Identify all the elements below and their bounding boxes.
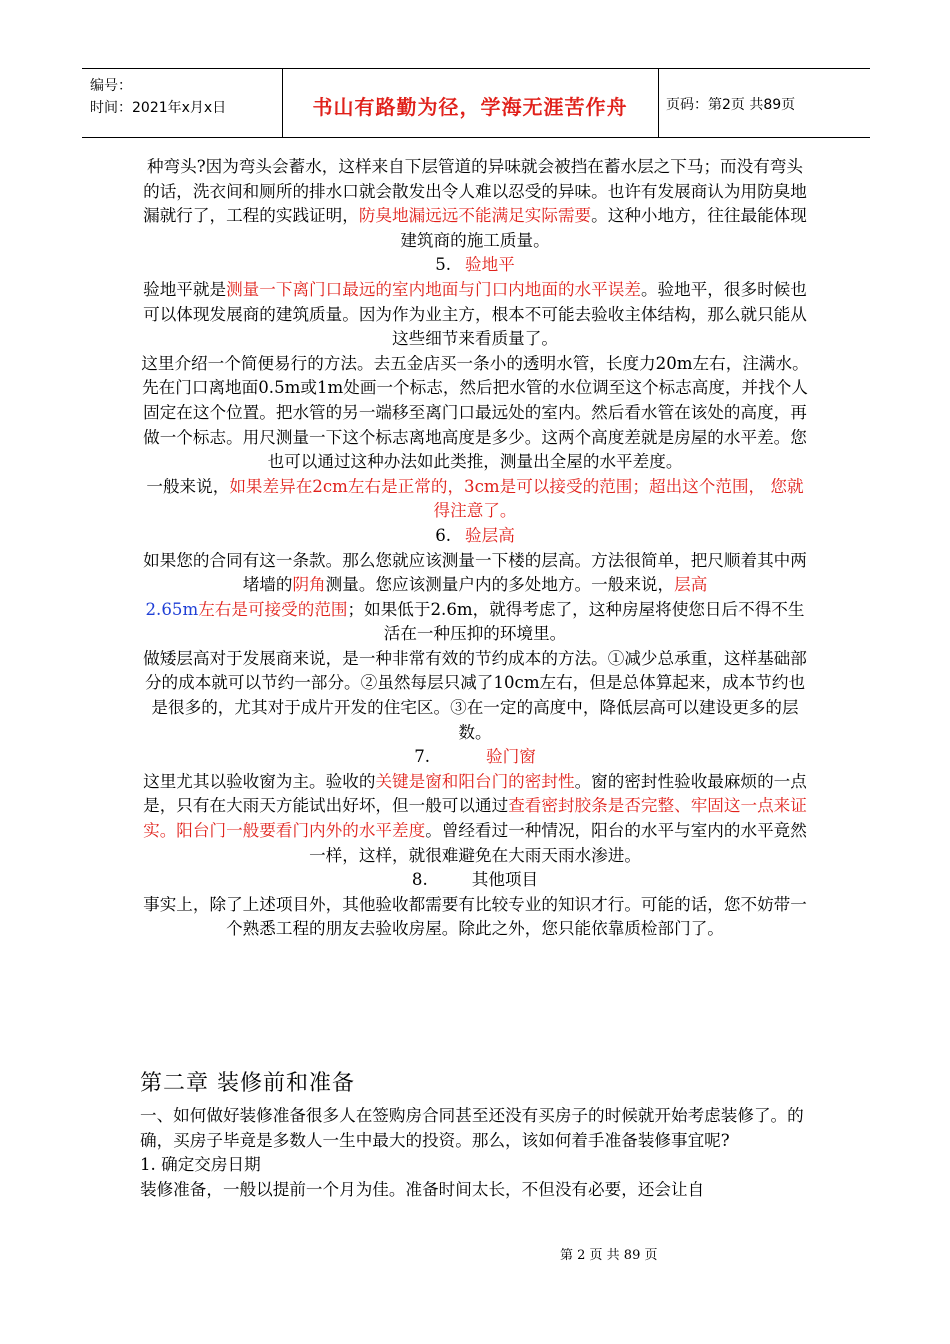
date-label: 时间：2021年x月x日 — [90, 100, 227, 116]
text-run: 。验地平，很多时候也可以体现发展商的建筑质量。因为作为业主方，根本不可能去验收主体结构，那么就只能从这些细节来看质量了。 — [143, 279, 807, 349]
page-footer: 第 2 页 共 89 页 — [560, 1248, 658, 1263]
paragraph-drain — [140, 155, 810, 253]
section-heading-6 — [140, 524, 810, 549]
document-body — [140, 155, 810, 942]
paragraph-method: 这里介绍一个简便易行的方法。去五金店买一条小的透明水管，长度力20m左右，注满水。先在门口离地面0.5m或1m处画一个标志，然后把水管的水位调至这个标志高度，并找个人固定在这个位置。把水管的另一端移至离门口最远处的室内。然后看水管在该处的高度，再做一个标志。用尺测量一下这个标志离地高度是多少。这两个高度差就是房屋的水平差。您也可以通过这种办法如此类推，测量出全屋的水平差度。 — [141, 353, 809, 472]
emphasis-run: 如果差异在2cm左右是正常的，3cm是可以接受的范围；超出这个范围， 您就得注意了。 — [229, 476, 804, 521]
section-heading-8 — [140, 868, 810, 893]
paragraph-preparation: 装修准备，一般以提前一个月为佳。准备时间太长，不但没有必要，还会让自 — [140, 1179, 705, 1199]
section-number: 7. — [414, 747, 431, 767]
emphasis-run: 层高 — [674, 575, 708, 595]
text-run: 。曾经看过一种情况，阳台的水平与室内的水平竟然一样，这样，就很难避免在大雨天雨水渗进。 — [309, 821, 807, 865]
text-run: 如果您的合同有这一条款。那么您就应该测量一下楼的层高。方法很简单，把尺顺着其中两堵墙的 — [143, 550, 807, 595]
paragraph-cost-saving: 做矮层高对于发展商来说，是一种非常有效的节约成本的方法。①减少总承重，这样基础部分的成本就可以节约一部分。②虽然每层只减了10cm左右，但是总体算起来，成本节约也是很多的，尤其对于成片开发的住宅区。③在一定的高度中，降低层高可以建设更多的层数。 — [143, 648, 807, 742]
emphasis-run: 左右是可接受的范围 — [198, 599, 348, 619]
header-divider-2 — [658, 69, 659, 137]
paragraph-other-items: 事实上，除了上述项目外，其他验收都需要有比较专业的知识才行。可能的话，您不妨带一个熟悉工程的朋友去验收房屋。除此之外，您只能依靠质检部门了。 — [143, 894, 807, 939]
text-run: 验地平就是 — [143, 279, 227, 299]
section-number: 8. — [411, 870, 428, 890]
emphasis-run: 防臭地漏远远不能满足实际需要 — [358, 206, 592, 226]
chapter-title: 第二章 装修前和准备 — [140, 1071, 355, 1096]
section-heading-7 — [140, 745, 810, 770]
text-run: ；如果低于2.6m，就得考虑了，这种房屋将使您日后不得不生活在一种压抑的环境里。 — [347, 599, 805, 644]
number-label: 编号： — [90, 78, 132, 94]
text-run: 一般来说， — [146, 476, 230, 496]
emphasis-run-blue: 2.65m — [145, 599, 199, 619]
paragraph-floor-level — [140, 278, 810, 352]
text-run: 。这种小地方，往往最能体现建筑商的施工质量。 — [400, 206, 807, 250]
paragraph-windows — [140, 770, 810, 868]
emphasis-run: 关键是窗和阳台门的密封性 — [375, 771, 575, 791]
section-heading-5 — [140, 253, 810, 278]
text-run: 种弯头?因为弯头会蓄水，这样来自下层管道的异味就会被挡在蓄水层之下马；而没有弯头的话，洗衣间和厕所的排水口就会散发出令人难以忍受的异味。也许有发展商认为用防臭地漏就行了，工程的实践证明， — [143, 157, 807, 226]
section-title: 其他项目 — [471, 870, 539, 890]
paragraph-tolerance — [140, 475, 810, 524]
paragraph-intro: 一、如何做好装修准备很多人在签购房合同甚至还没有买房子的时候就开始考虑装修了。的确，买房子毕竟是多数人一生中最大的投资。那么，该如何着手准备装修事宜呢? — [140, 1106, 804, 1150]
emphasis-run: 测量一下离门口最远的室内地面与门口内地面的水平误差 — [226, 279, 641, 299]
header-motto: 书山有路勤为径，学海无涯苦作舟 — [312, 95, 628, 119]
section-title: 验层高 — [465, 525, 515, 545]
paragraph-ceiling-height — [140, 549, 810, 647]
section-number: 5. — [435, 255, 452, 275]
text-run: 这里尤其以验收窗为主。验收的 — [143, 771, 376, 791]
section-title: 验门窗 — [486, 747, 536, 767]
list-item-delivery-date: 1. 确定交房日期 — [140, 1155, 261, 1175]
section-number: 6. — [435, 525, 452, 545]
emphasis-run: 查看密封胶条是否完整、牢固这一点来证实。阳台门一般要看门内外的水平差度 — [143, 796, 807, 841]
header-page-info: 页码：第2页 共89页 — [666, 97, 796, 113]
emphasis-run: 阴角 — [292, 575, 326, 595]
header-table — [82, 68, 870, 138]
text-run: 。窗的密封性验收最麻烦的一点是，只有在大雨天方能试出好坏，但一般可以通过 — [143, 771, 807, 816]
text-run: 测量。您应该测量户内的多处地方。一般来说， — [325, 575, 675, 595]
chapter-body — [140, 1104, 810, 1202]
section-title: 验地平 — [465, 255, 515, 275]
